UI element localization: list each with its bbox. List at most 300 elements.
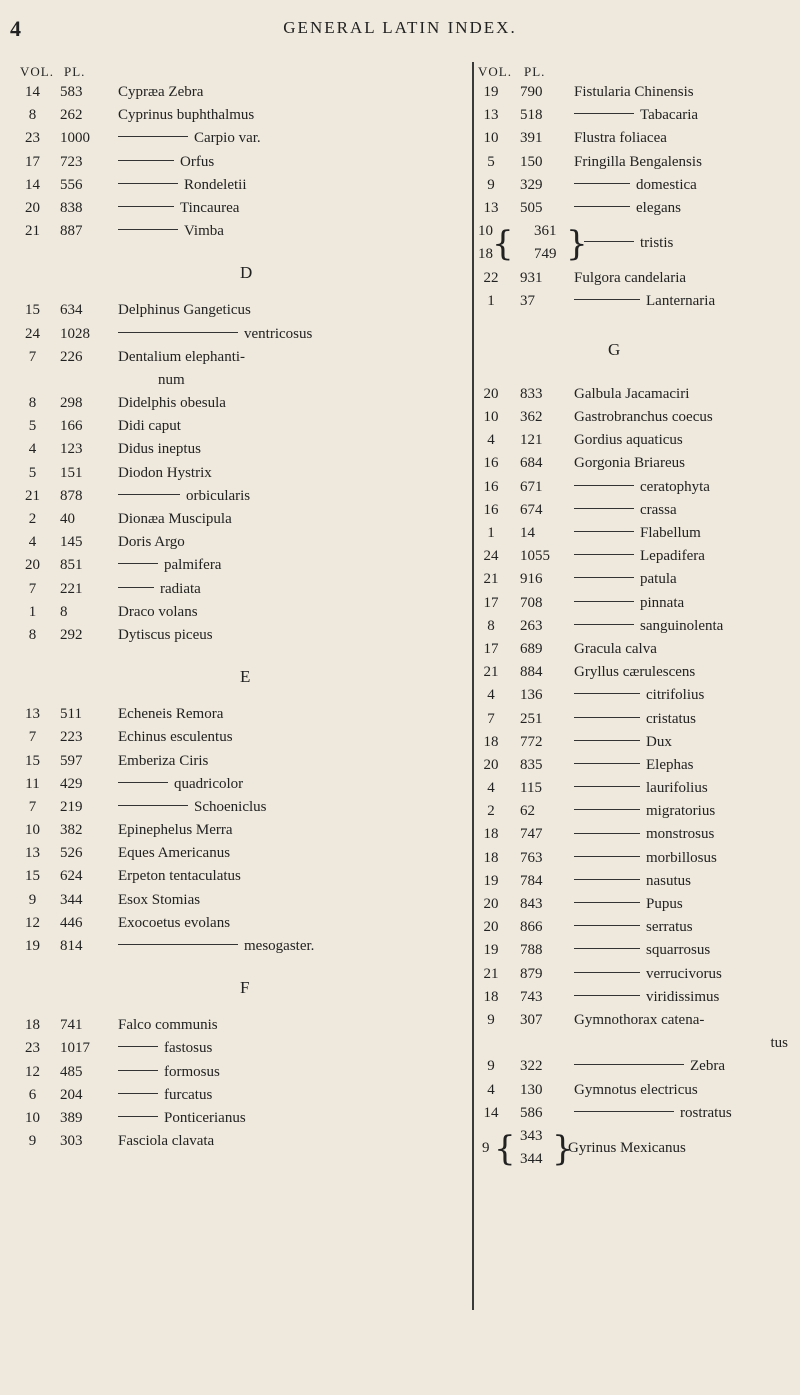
species-name bbox=[574, 571, 677, 588]
index-entry bbox=[20, 223, 475, 246]
index-entry bbox=[478, 618, 794, 641]
page-number: 4 bbox=[10, 16, 21, 41]
species-name-text: Dionæa Muscipula bbox=[118, 511, 232, 527]
species-name-text: Carpio var. bbox=[194, 130, 261, 147]
species-name-text: Rondeletii bbox=[184, 176, 247, 193]
ditto-dash bbox=[118, 1070, 158, 1071]
plate-number: 485 bbox=[60, 1063, 83, 1080]
index-entry bbox=[478, 989, 794, 1012]
species-name bbox=[574, 803, 715, 820]
volume-number: 19 bbox=[483, 942, 499, 959]
plate-number: 833 bbox=[520, 385, 543, 402]
species-name bbox=[118, 130, 261, 147]
volume-number: 10 bbox=[483, 409, 499, 426]
index-entry bbox=[20, 799, 475, 822]
index-entry bbox=[20, 200, 475, 223]
index-entry bbox=[20, 915, 475, 938]
species-name-text: citrifolius bbox=[646, 687, 705, 704]
volume-number: 15 bbox=[25, 302, 40, 319]
index-entry bbox=[20, 1110, 475, 1133]
plate-number: 303 bbox=[60, 1133, 83, 1150]
species-name bbox=[574, 664, 695, 681]
index-entry bbox=[478, 595, 794, 618]
species-name-text: quadricolor bbox=[174, 775, 244, 792]
index-entry bbox=[478, 757, 794, 780]
index-entry bbox=[20, 154, 475, 177]
species-name bbox=[118, 107, 254, 124]
plate-number: 322 bbox=[520, 1058, 543, 1075]
ditto-dash bbox=[574, 763, 640, 764]
species-name-text: formosus bbox=[164, 1063, 220, 1080]
volume-number: 7 bbox=[28, 580, 37, 597]
volume-number: 8 bbox=[28, 107, 37, 124]
index-entry bbox=[20, 1133, 475, 1156]
index-entry bbox=[20, 1087, 475, 1110]
species-name-text: Fistularia Chinensis bbox=[574, 84, 694, 100]
plate-number: 747 bbox=[520, 826, 543, 843]
ditto-dash bbox=[574, 925, 640, 926]
species-name-text: patula bbox=[640, 571, 677, 588]
volume-number: 10 bbox=[25, 1109, 40, 1126]
species-name bbox=[574, 757, 693, 774]
index-entry bbox=[478, 386, 794, 409]
volume-number: 10 bbox=[483, 130, 499, 147]
index-entry bbox=[20, 177, 475, 200]
volume-number: 4 bbox=[487, 1081, 495, 1098]
volume-number: 8 bbox=[28, 395, 37, 412]
species-name bbox=[118, 776, 243, 793]
index-entry bbox=[20, 441, 475, 464]
volume-number: 9 bbox=[28, 1133, 37, 1150]
plate-number: 674 bbox=[520, 501, 543, 518]
species-name-text: viridissimus bbox=[646, 988, 720, 1005]
ditto-dash bbox=[574, 902, 640, 903]
index-entry bbox=[478, 548, 794, 571]
species-name-text: migratorius bbox=[646, 803, 716, 820]
volume-number: 21 bbox=[25, 487, 40, 504]
volume-number: 9 bbox=[487, 1011, 495, 1028]
pl-header: PL. bbox=[524, 64, 546, 79]
ditto-dash bbox=[118, 782, 168, 783]
species-name bbox=[118, 177, 247, 194]
volume-number: 22 bbox=[483, 269, 499, 286]
volume-number: 14 bbox=[25, 84, 40, 100]
species-name-text: Dytiscus piceus bbox=[118, 626, 213, 643]
species-name-text: Cyprinus buphthalmus bbox=[118, 107, 255, 124]
plate-number: 1055 bbox=[520, 548, 550, 565]
volume-number: 20 bbox=[25, 557, 40, 574]
volume-number: 1 bbox=[28, 603, 37, 620]
species-name bbox=[574, 154, 702, 171]
species-name-text: squarrosus bbox=[646, 942, 711, 959]
index-entry bbox=[478, 200, 794, 223]
index-entry bbox=[478, 942, 794, 965]
species-name bbox=[574, 687, 704, 704]
volume-number: 7 bbox=[28, 348, 37, 365]
plate-number: 343 bbox=[520, 1127, 543, 1144]
plate-number: 382 bbox=[60, 822, 83, 839]
index-entry bbox=[20, 511, 475, 534]
index-entry bbox=[20, 938, 475, 961]
index-entry bbox=[20, 729, 475, 752]
plate-number: 689 bbox=[520, 640, 543, 657]
index-entry bbox=[478, 664, 794, 687]
left-brace: { bbox=[492, 224, 514, 265]
species-name bbox=[118, 604, 198, 621]
ditto-dash bbox=[574, 577, 634, 578]
plate-number: 526 bbox=[60, 845, 83, 862]
volume-number: 21 bbox=[483, 965, 499, 982]
volume-number: 18 bbox=[483, 988, 499, 1005]
plate-number: 151 bbox=[60, 464, 83, 481]
volume-number: 18 bbox=[483, 733, 499, 750]
volume-number: 5 bbox=[487, 153, 495, 170]
species-name bbox=[118, 915, 230, 932]
plate-number: 123 bbox=[60, 441, 83, 458]
index-entry bbox=[478, 270, 794, 293]
grouped-entry bbox=[478, 223, 794, 269]
species-name bbox=[118, 1064, 220, 1081]
plate-number: 814 bbox=[60, 938, 83, 954]
volume-number: 24 bbox=[25, 325, 40, 342]
volume-number: 16 bbox=[483, 501, 499, 518]
species-name-text: Vimba bbox=[184, 223, 224, 240]
plate-number: 790 bbox=[520, 84, 543, 100]
ditto-dash bbox=[118, 1093, 158, 1094]
index-entry bbox=[478, 107, 794, 130]
species-name-text: num bbox=[158, 371, 185, 388]
ditto-dash bbox=[118, 136, 188, 137]
section-letter: E bbox=[240, 667, 251, 687]
plate-number: 221 bbox=[60, 580, 83, 597]
species-name bbox=[118, 488, 250, 505]
plate-number: 556 bbox=[60, 176, 83, 193]
species-name bbox=[118, 1133, 214, 1150]
volume-number: 10 bbox=[25, 822, 40, 839]
ditto-dash bbox=[574, 183, 630, 184]
index-entry bbox=[478, 780, 794, 803]
species-name-text: crassa bbox=[640, 501, 677, 518]
species-name-text: Fringilla Bengalensis bbox=[574, 153, 702, 170]
plate-number: 743 bbox=[520, 988, 543, 1005]
species-name bbox=[574, 270, 686, 287]
species-name bbox=[574, 896, 683, 913]
species-name-text: Gastrobranchus coecus bbox=[574, 409, 713, 426]
species-name-text: Fasciola clavata bbox=[118, 1133, 215, 1150]
section-letter-row bbox=[478, 316, 794, 386]
volume-number: 13 bbox=[483, 199, 499, 216]
volume-number: 18 bbox=[25, 1017, 40, 1034]
species-name bbox=[574, 177, 697, 194]
species-name bbox=[118, 1110, 246, 1127]
species-name-text: verrucivorus bbox=[646, 965, 722, 982]
species-name-text: Pupus bbox=[646, 896, 683, 913]
index-entry bbox=[478, 826, 794, 849]
index-entry bbox=[478, 502, 794, 525]
plate-number: 298 bbox=[60, 395, 83, 412]
species-name-text: Lanternaria bbox=[646, 292, 716, 309]
species-name bbox=[574, 942, 710, 959]
section-letter: G bbox=[608, 339, 621, 359]
species-name-text: Gordius aquaticus bbox=[574, 432, 683, 449]
right-brace: } bbox=[552, 1128, 574, 1169]
volume-number: 2 bbox=[28, 511, 37, 527]
index-entry bbox=[478, 571, 794, 594]
ditto-dash bbox=[584, 241, 634, 242]
species-name bbox=[574, 850, 717, 867]
index-entry bbox=[20, 84, 475, 107]
species-name bbox=[574, 455, 685, 472]
volume-number: 6 bbox=[28, 1086, 37, 1103]
volume-number: 20 bbox=[25, 199, 40, 216]
species-name bbox=[574, 548, 705, 565]
ditto-dash bbox=[118, 206, 174, 207]
index-entry bbox=[478, 919, 794, 942]
volume-number: 8 bbox=[28, 626, 37, 643]
species-name-text: Doris Argo bbox=[118, 534, 185, 551]
plate-number: 121 bbox=[520, 432, 543, 449]
index-entry bbox=[20, 534, 475, 557]
species-name bbox=[574, 711, 696, 728]
ditto-dash bbox=[118, 1116, 158, 1117]
plate-number: 784 bbox=[520, 872, 543, 889]
species-name-text: radiata bbox=[160, 580, 201, 597]
species-name bbox=[118, 326, 312, 343]
species-name: Gyrinus Mexicanus bbox=[568, 1139, 686, 1156]
volume-number: 19 bbox=[483, 84, 499, 100]
index-entry bbox=[478, 1105, 794, 1128]
species-name bbox=[118, 557, 221, 574]
species-name-text: orbicularis bbox=[186, 487, 251, 504]
species-name-text: Tincaurea bbox=[180, 199, 240, 216]
species-name-text: mesogaster. bbox=[244, 938, 315, 954]
ditto-dash bbox=[574, 485, 634, 486]
species-name bbox=[574, 780, 708, 797]
volume-number: 12 bbox=[25, 914, 40, 931]
volume-number: 17 bbox=[25, 153, 40, 170]
plate-number: 634 bbox=[60, 302, 83, 319]
species-name-text: fastosus bbox=[164, 1040, 213, 1057]
species-name-text: ventricosus bbox=[244, 325, 313, 342]
volume-number: 9 bbox=[482, 1139, 490, 1156]
right-column bbox=[478, 62, 794, 1174]
plate-number: 723 bbox=[60, 153, 83, 170]
ditto-dash bbox=[574, 972, 640, 973]
ditto-dash bbox=[118, 805, 188, 806]
plate-number: 219 bbox=[60, 798, 83, 815]
ditto-dash bbox=[574, 624, 634, 625]
index-entry bbox=[478, 479, 794, 502]
volume-number: 18 bbox=[483, 826, 499, 843]
species-name-text: Flustra foliacea bbox=[574, 130, 667, 147]
species-name bbox=[574, 130, 667, 147]
ditto-dash bbox=[118, 229, 178, 230]
species-name bbox=[118, 465, 212, 482]
ditto-dash bbox=[118, 1046, 158, 1047]
section-letter-row bbox=[20, 650, 475, 706]
species-name bbox=[574, 200, 681, 217]
species-name-text: Fulgora candelaria bbox=[574, 269, 687, 286]
index-entry bbox=[478, 177, 794, 200]
species-name-text: rostratus bbox=[680, 1104, 732, 1121]
plate-number: 166 bbox=[60, 418, 83, 435]
plate-number: 887 bbox=[60, 223, 83, 240]
species-name bbox=[574, 409, 713, 426]
index-entry bbox=[20, 868, 475, 891]
species-name bbox=[118, 799, 267, 816]
volume-number: 5 bbox=[28, 464, 37, 481]
plate-number: 916 bbox=[520, 571, 543, 588]
species-name bbox=[118, 627, 213, 644]
plate-number: 204 bbox=[60, 1086, 83, 1103]
plate-number: 115 bbox=[520, 780, 542, 797]
index-entry bbox=[478, 803, 794, 826]
plate-number: 389 bbox=[60, 1109, 83, 1126]
index-entry bbox=[20, 627, 475, 650]
species-name bbox=[118, 822, 233, 839]
ditto-dash bbox=[118, 160, 174, 161]
volume-number: 8 bbox=[487, 617, 495, 634]
species-name-text: laurifolius bbox=[646, 780, 708, 797]
species-name-text: Gracula calva bbox=[574, 640, 657, 657]
species-name-text: furcatus bbox=[164, 1086, 213, 1103]
index-entry bbox=[20, 604, 475, 627]
species-name-text: Dux bbox=[646, 733, 672, 750]
plate-number: 866 bbox=[520, 919, 543, 936]
species-name bbox=[118, 1017, 218, 1034]
volume-number: 20 bbox=[483, 919, 499, 936]
index-entry bbox=[20, 822, 475, 845]
plate-number: 362 bbox=[520, 409, 543, 426]
index-entry bbox=[20, 418, 475, 441]
volume-number: 7 bbox=[487, 710, 495, 727]
species-name-text: elegans bbox=[636, 199, 681, 216]
species-name bbox=[574, 989, 719, 1006]
plate-number: 130 bbox=[520, 1081, 543, 1098]
volume-number: 4 bbox=[28, 534, 37, 551]
volume-number: 20 bbox=[483, 896, 499, 913]
plate-number: 262 bbox=[60, 107, 83, 124]
plate-number: 8 bbox=[60, 603, 68, 620]
ditto-dash bbox=[118, 563, 158, 564]
volume-number: 2 bbox=[487, 803, 495, 820]
index-entry bbox=[20, 326, 475, 349]
species-name bbox=[118, 1087, 212, 1104]
species-name bbox=[118, 372, 185, 389]
index-entry bbox=[20, 892, 475, 915]
plate-number: 223 bbox=[60, 729, 83, 746]
species-name bbox=[574, 919, 693, 936]
species-name bbox=[574, 1082, 698, 1099]
plate-number: 586 bbox=[520, 1104, 543, 1121]
species-name bbox=[118, 441, 201, 458]
species-name bbox=[118, 1040, 212, 1057]
species-name-text: monstrosus bbox=[646, 826, 715, 843]
plate-number: 145 bbox=[60, 534, 83, 551]
species-name bbox=[574, 107, 698, 124]
species-name-text: Flabellum bbox=[640, 525, 701, 542]
volume-number: 7 bbox=[28, 798, 37, 815]
volume-number: 15 bbox=[25, 752, 40, 769]
vol-header: VOL. bbox=[478, 64, 512, 79]
species-name bbox=[574, 293, 715, 310]
volume-number: 21 bbox=[483, 664, 499, 681]
species-name-text: tristis bbox=[640, 235, 674, 252]
ditto-dash bbox=[574, 717, 640, 718]
plate-number: 429 bbox=[60, 775, 83, 792]
ditto-dash bbox=[574, 693, 640, 694]
plate-number: 843 bbox=[520, 896, 543, 913]
volume-number: 9 bbox=[487, 176, 495, 193]
plate-number: 749 bbox=[534, 246, 557, 263]
volume-number: 19 bbox=[483, 872, 499, 889]
volume-number: 14 bbox=[25, 176, 40, 193]
ditto-dash bbox=[118, 183, 178, 184]
species-name-text: nasutus bbox=[646, 872, 691, 889]
species-name bbox=[574, 1035, 788, 1052]
species-name-text: Gymnothorax catena- bbox=[574, 1011, 705, 1028]
ditto-dash bbox=[574, 206, 630, 207]
species-name-text: Zebra bbox=[690, 1058, 725, 1075]
species-name-text: morbillosus bbox=[646, 849, 717, 866]
volume-number: 16 bbox=[483, 478, 499, 495]
plate-number: 446 bbox=[60, 914, 83, 931]
plate-number: 684 bbox=[520, 455, 543, 472]
index-entry bbox=[20, 488, 475, 511]
left-column-header bbox=[20, 62, 475, 84]
ditto-dash bbox=[574, 833, 640, 834]
volume-number: 19 bbox=[25, 938, 40, 954]
species-name bbox=[574, 618, 723, 635]
ditto-dash bbox=[574, 856, 640, 857]
index-entry bbox=[478, 711, 794, 734]
species-name-text: Epinephelus Merra bbox=[118, 822, 233, 839]
species-name-text: Esox Stomias bbox=[118, 891, 201, 908]
index-entry bbox=[478, 873, 794, 896]
plate-number: 583 bbox=[60, 84, 83, 100]
vol-header: VOL. bbox=[20, 64, 54, 79]
species-name bbox=[574, 734, 672, 751]
index-entry bbox=[20, 845, 475, 868]
plate-number: 62 bbox=[520, 803, 535, 820]
ditto-dash bbox=[574, 786, 640, 787]
plate-number: 851 bbox=[60, 557, 83, 574]
species-name-text: Echeneis Remora bbox=[118, 706, 224, 723]
index-entry bbox=[478, 896, 794, 919]
species-name-text: Dentalium elephanti- bbox=[118, 348, 246, 365]
species-name bbox=[574, 84, 694, 101]
index-entry bbox=[478, 432, 794, 455]
species-name bbox=[574, 386, 689, 403]
species-name bbox=[574, 641, 657, 658]
species-name-text: Falco communis bbox=[118, 1017, 218, 1034]
species-name-text: Cypræa Zebra bbox=[118, 84, 204, 100]
plate-number: 597 bbox=[60, 752, 83, 769]
species-name bbox=[118, 892, 200, 909]
right-column-header bbox=[478, 62, 794, 84]
plate-number: 226 bbox=[60, 348, 83, 365]
index-entry bbox=[478, 641, 794, 664]
plate-number: 344 bbox=[60, 891, 83, 908]
species-name-text: Emberiza Ciris bbox=[118, 752, 209, 769]
ditto-dash bbox=[574, 554, 634, 555]
species-name bbox=[118, 349, 245, 366]
volume-number: 20 bbox=[483, 385, 499, 402]
species-name-text: Gymnotus electricus bbox=[574, 1081, 698, 1098]
index-entry bbox=[20, 776, 475, 799]
plate-number: 511 bbox=[60, 706, 82, 723]
species-name bbox=[118, 581, 201, 598]
